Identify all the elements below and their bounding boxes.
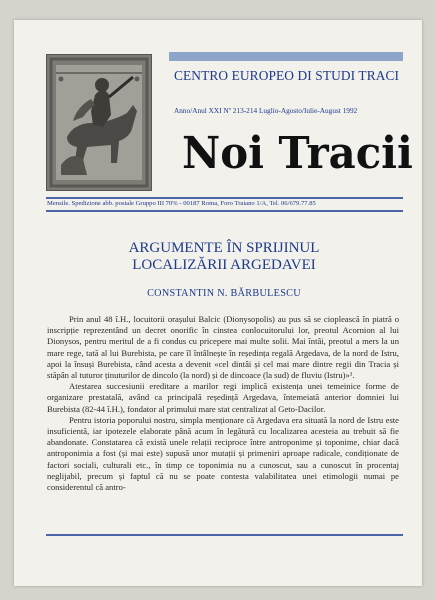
article-author: CONSTANTIN N. BĂRBULESCU [147, 288, 301, 299]
stone-relief-horseman-icon [46, 54, 152, 191]
article-paragraph: Pentru istoria poporului nostru, simpla menționare că Argedava era situată la nord de Istru este insuficientă, iar ipotezele elaborate până acum în legătură cu localizarea acesteia au trebuit să fie abandonate. Constatarea că există unele relații reciproce între antroponime și toponime, chiar dacă antroponimia a fost (și mai este) supusă unor mutații și primeniri aproape radicale, condiționate de factori sociali, culturali etc., în timp ce toponimia nu a cunoscut, sau a cunoscut în procentaj neglijabil, precum și faptul că nu se poate contesta valabilitatea unei etimologii numai pe considerentul că antro- [47, 414, 399, 493]
article-paragraph: Atestarea succesiunii ereditare a marilor regi implică existența unei temeinice forme de organizare prestatală, având ca principală reședință Argedava, întemeiată anterior domniei lui Burebista (82-44 î.H.), fondator al primului mare stat centralizat al Geto-Dacilor. [47, 381, 399, 414]
footer-rule [46, 534, 403, 536]
issue-line: Anno/Anul XXI Nº 213-214 Luglio-Agosto/Iulie-August 1992 [174, 106, 358, 115]
article-title-line-2: LOCALIZĂRII ARGEDAVEI [132, 257, 316, 273]
article-title-line-1: ARGUMENTE ÎN SPRIJINUL [128, 240, 320, 256]
masthead-title: Noi Tracii [182, 128, 413, 179]
organization-name: CENTRO EUROPEO DI STUDI TRACI [174, 68, 400, 83]
publication-info: Mensile. Spedizione abb. postale Gruppo III 70% - 00187 Roma, Foro Traiano 1/A, Tel. 06/679.77.85 [47, 200, 316, 207]
article-paragraph: Prin anul 48 î.H., locuitorii orașului Balcic (Dionysopolis) au pus să se cioplească în piatră o inscripție reprezentând un decret onorific în cinstea conlocuitorului lor, preotul Acornion al lui Dionysos, pentru meritul de a fi condus cu pricepere mai multe solii. Mai întâi, preotul a mers la un mare rege, tată al lui Burebista, pe care îl întâlnește în reședința regală Argedava, de la nord de Istru, apoi la însuși Burebista, când acesta a devenit «cel dintâi și cel mai mare dintre regii din Tracia și stăpân al tuturor ținuturilor de dincolo (la nord) și de dincoace (la sud) de fluviu (Istru)»¹. [47, 314, 399, 381]
header-rule [46, 197, 403, 199]
header-rule-lower [46, 210, 403, 212]
article-body [47, 314, 399, 493]
header-color-bar [169, 52, 403, 61]
article-title [46, 240, 402, 274]
document-page [14, 20, 422, 586]
